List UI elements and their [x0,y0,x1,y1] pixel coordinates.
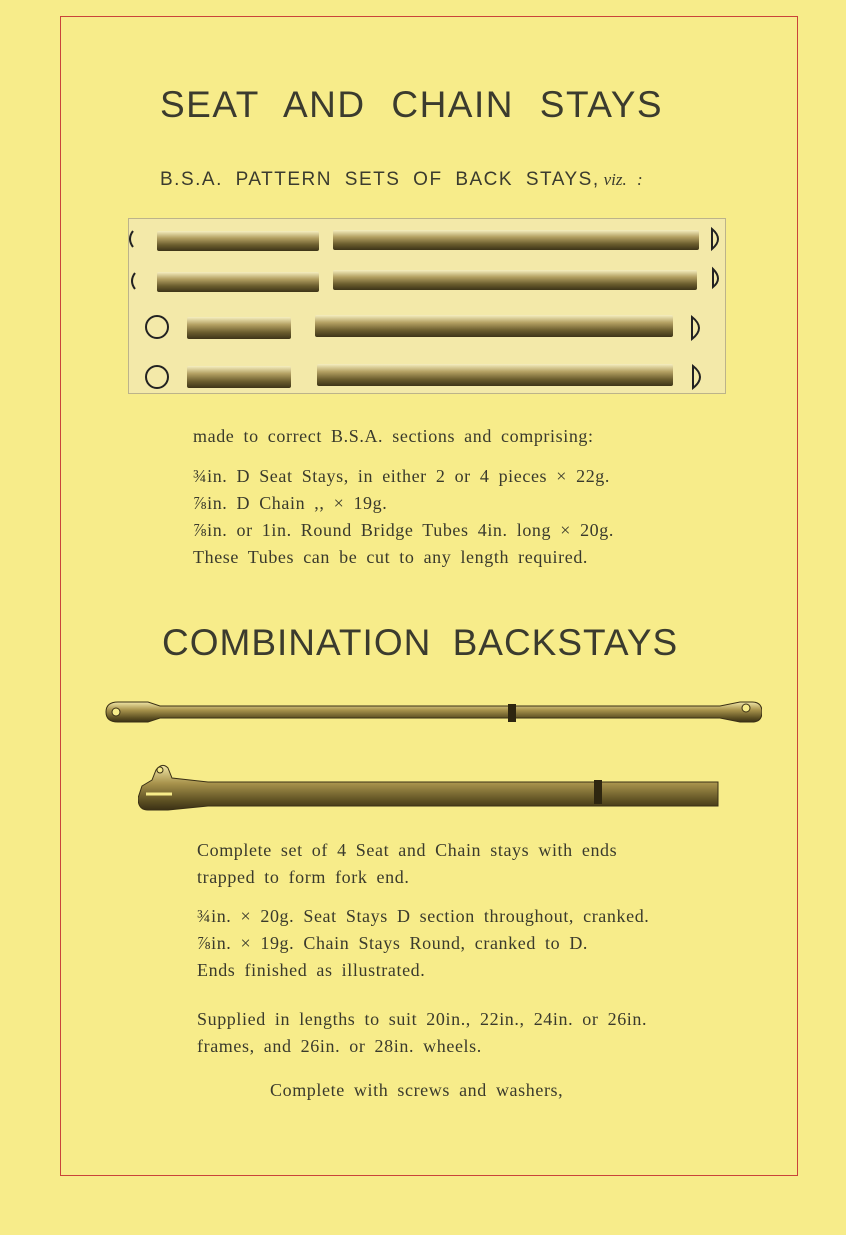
round-end-icon [146,366,168,388]
chain-stay-photo [138,758,724,818]
tube-long [333,230,699,250]
section2-title: COMBINATION BACKSTAYS [162,622,679,663]
spec-line: ⅞in. D Chain ,, × 19g. [193,493,388,513]
d-section-end-icon [713,269,718,287]
spec-line: ¾in. D Seat Stays, in either 2 or 4 pieces × 22g. [193,466,610,486]
page-subtitle [160,169,643,191]
spec-note: These Tubes can be cut to any length required. [193,547,589,567]
d-section-end-icon [132,273,135,289]
back-stays-illustration [129,219,725,393]
d-section-end-icon [692,317,699,339]
spec-line: Ends finished as illustrated. [197,960,426,980]
closing-note: Complete with screws and washers, [270,1080,564,1100]
sizes-line: frames, and 26in. or 28in. wheels. [197,1036,482,1056]
d-section-end-icon [712,229,718,249]
spec-line: ⅞in. × 19g. Chain Stays Round, cranked to D. [197,933,589,953]
tube-short [157,272,319,292]
chain-stay-illustration [138,758,724,818]
bridge-tube [187,366,291,388]
tube-long [333,270,697,290]
sizes-line: Supplied in lengths to suit 20in., 22in., 24in. or 26in. [197,1009,648,1029]
tube-long [315,315,673,337]
spec-line: ⅞in. or 1in. Round Bridge Tubes 4in. long × 20g. [193,520,614,540]
subtitle-suffix: viz. : [603,170,643,189]
seat-stay-illustration [100,686,762,734]
seat-stay-photo [100,686,762,734]
tube-long [317,364,673,386]
spec-line: ¾in. × 20g. Seat Stays D section throughout, cranked. [197,906,650,926]
d-section-end-icon [130,231,133,247]
section1-intro: made to correct B.S.A. sections and comprising: [193,426,594,446]
page-title: SEAT AND CHAIN STAYS [160,84,664,125]
d-section-end-icon [693,366,700,388]
subtitle-main: B.S.A. PATTERN SETS OF BACK STAYS, [160,169,600,190]
back-stays-photo [128,218,726,394]
round-end-icon [146,316,168,338]
description-line: trapped to form fork end. [197,867,410,887]
description-line: Complete set of 4 Seat and Chain stays with ends [197,840,618,860]
bridge-tube [187,317,291,339]
tube-short [157,231,319,251]
